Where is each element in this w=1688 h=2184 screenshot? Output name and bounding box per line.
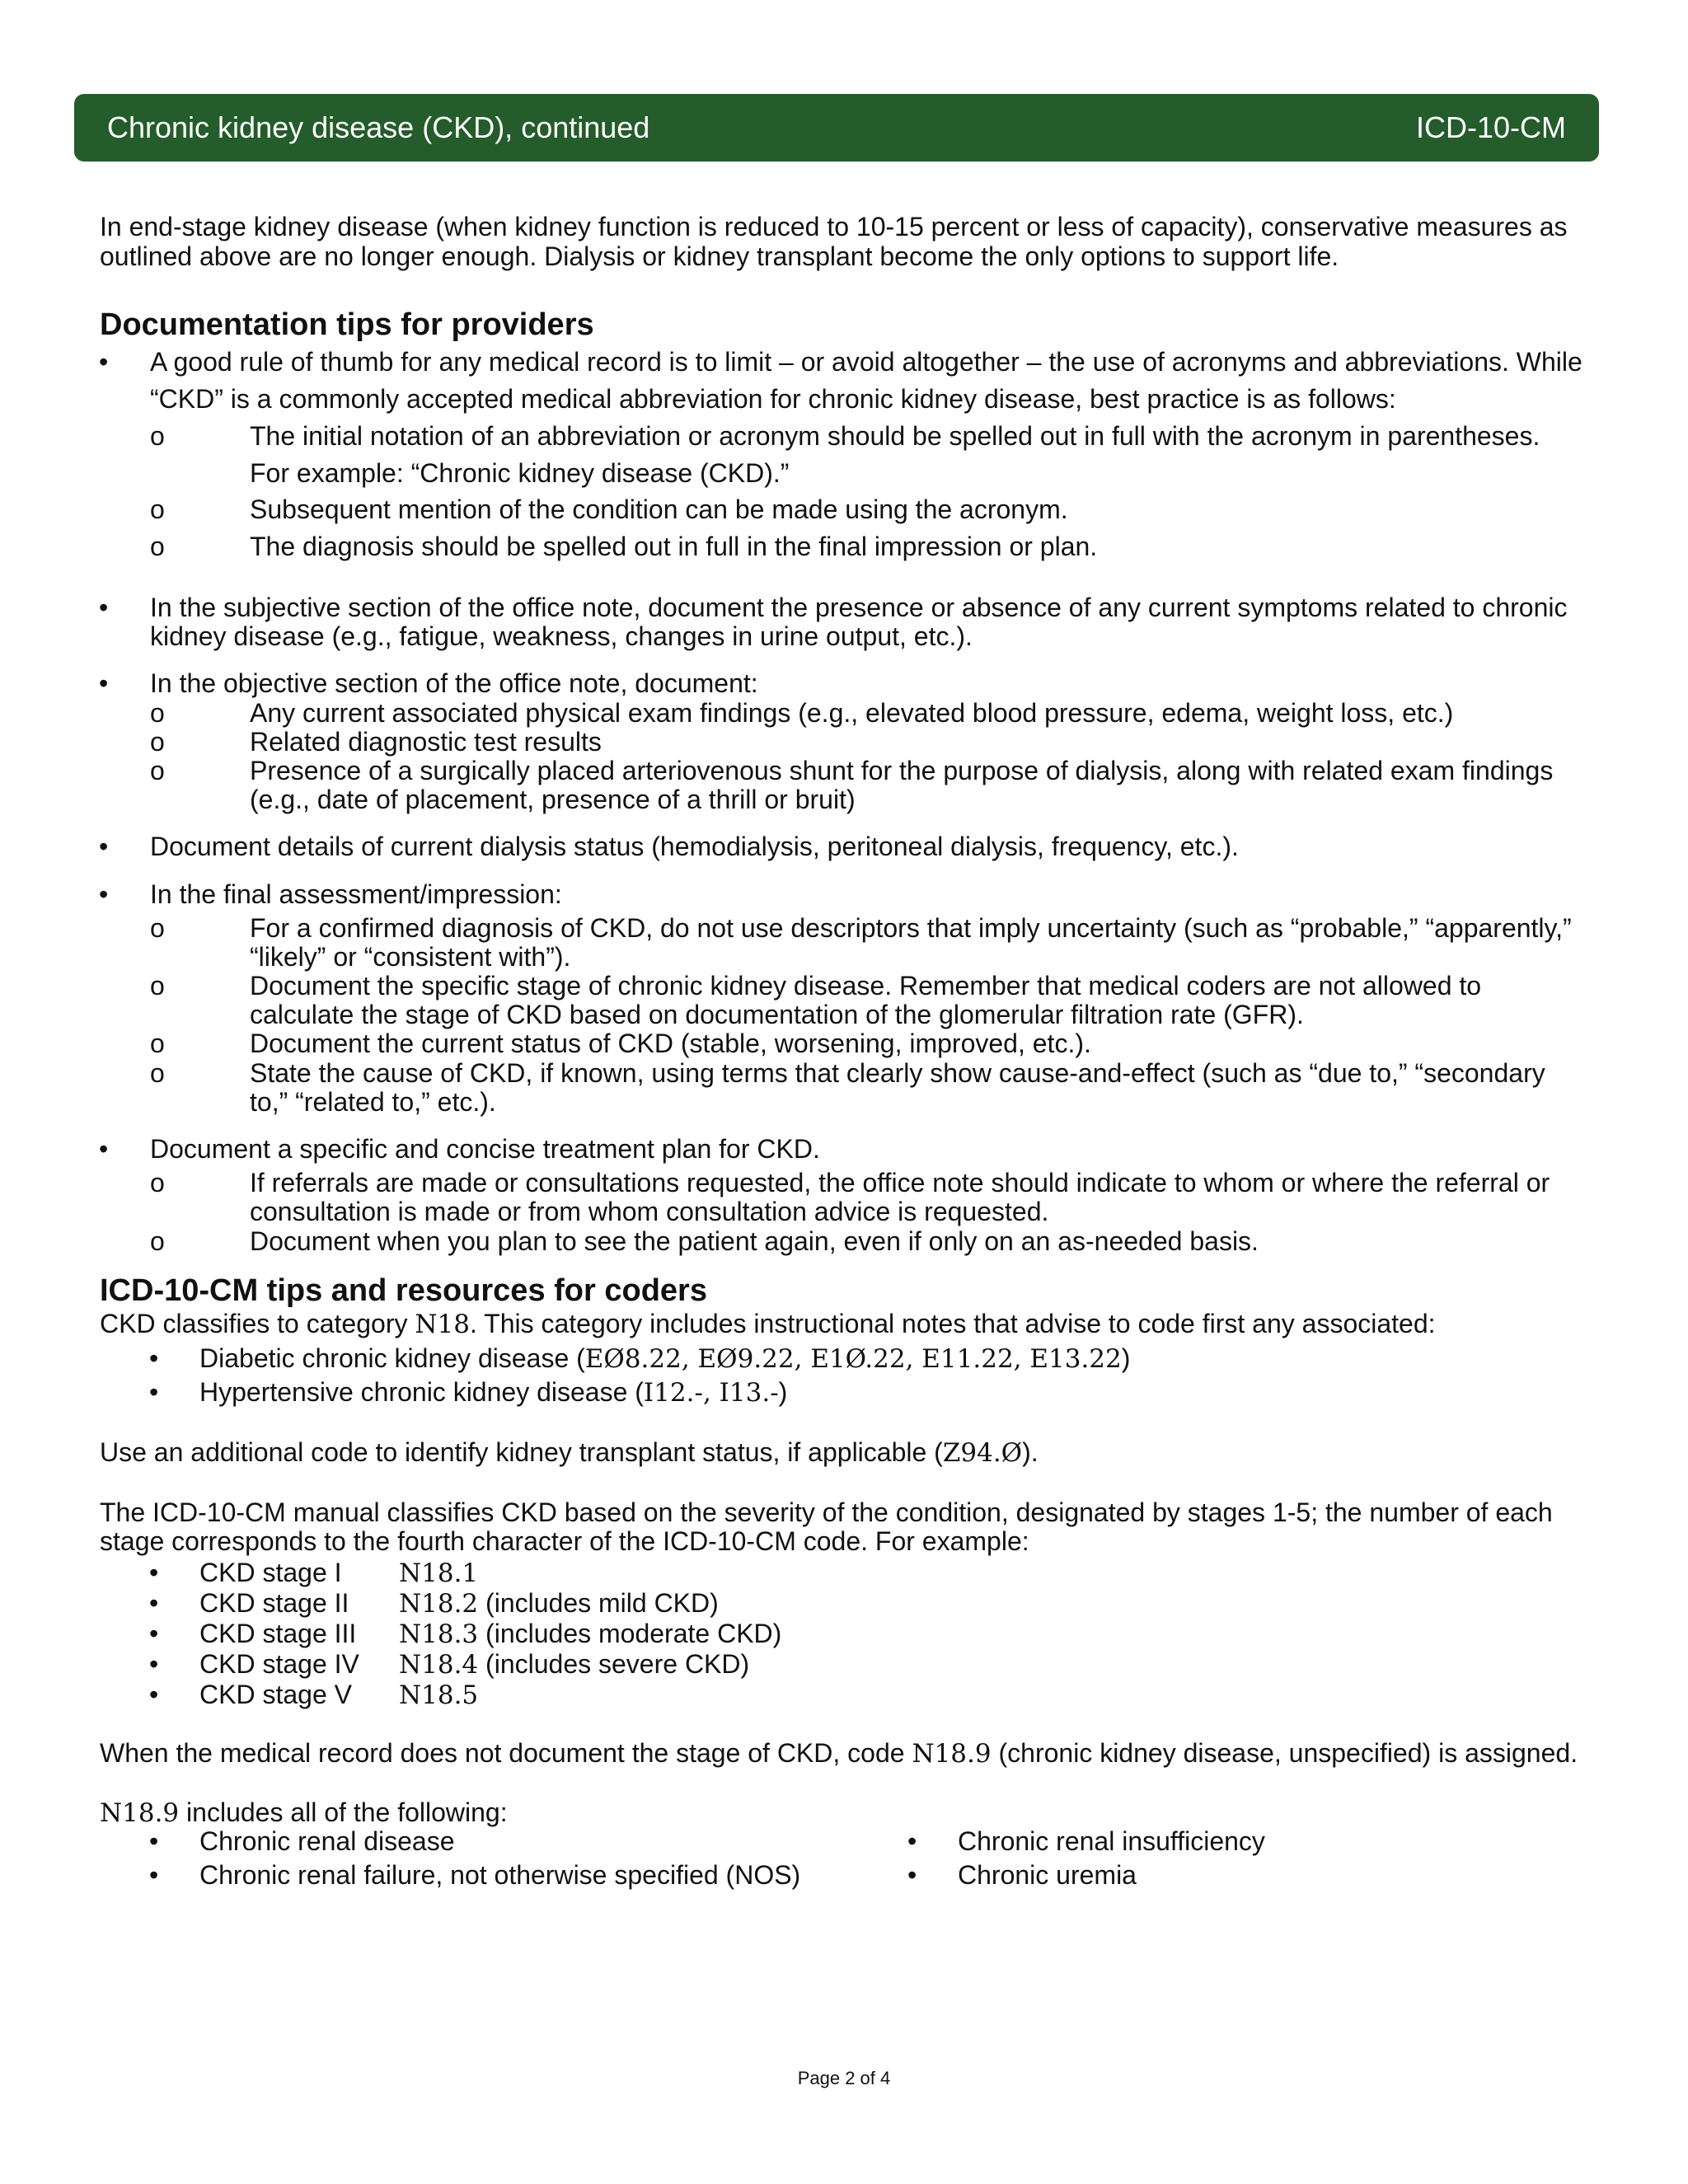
associated-conditions-list <box>100 1344 1583 1407</box>
providers-tips-list-6 <box>100 1135 1583 1256</box>
section-header-banner <box>74 94 1599 162</box>
tip-assessment-sublist <box>150 914 1583 1117</box>
page-content <box>100 213 1583 1890</box>
code-set-label: ICD-10-CM <box>1415 110 1566 145</box>
transplant-paragraph: Use an additional code to identify kidney transplant status, if applicable (Z94.Ø). <box>100 1436 1039 1468</box>
category-paragraph: CKD classifies to category N18. This category includes instructional notes that advise to code first any associated: <box>100 1309 1436 1340</box>
coders-heading: ICD-10-CM tips and resources for coders <box>100 1272 707 1308</box>
providers-heading: Documentation tips for providers <box>100 307 594 342</box>
list-item: • CKD stage I N18.1 <box>100 1558 1583 1587</box>
list-item: • Chronic uremia <box>858 1861 1265 1890</box>
tip-acronyms-sublist <box>150 418 1583 565</box>
category-code: N18 <box>415 1310 470 1340</box>
list-item: o For a confirmed diagnosis of CKD, do not use descriptors that imply uncertainty (such as “probable,” “apparently,” “likely” or “consistent with”). <box>150 914 1583 972</box>
list-item: o Presence of a surgically placed arteriovenous shunt for the purpose of dialysis, along with related exam findings (e.g., date of placement, presence of a thrill or bruit) <box>150 757 1583 814</box>
list-item: • Diabetic chronic kidney disease (EØ8.22, EØ9.22, E1Ø.22, E11.22, E13.22) <box>100 1344 1583 1373</box>
list-item: • Hypertensive chronic kidney disease (I12.-, I13.-) <box>100 1378 1583 1407</box>
list-item: o Subsequent mention of the condition can be made using the acronym. <box>150 491 1583 528</box>
providers-tips-list-5 <box>100 880 1583 1118</box>
list-item: • CKD stage III N18.3 (includes moderate CKD) <box>100 1619 1583 1648</box>
includes-list-right <box>858 1827 1265 1890</box>
tip-acronyms: • A good rule of thumb for any medical record is to limit – or avoid altogether – the use of acronyms and abbreviations. While “CKD” is a commonly accepted medical abbreviation for chronic kidney disease, best practice is as follows: o The initial notation of an abbreviation or acronym should be spelled out in full with the acronym in parentheses. For example: “Chronic kidney disease (CKD).” o Subsequent mention of the condition can be made using the acronym. o The diagnosis should be spelled out in full in the final impression or plan. <box>100 344 1583 565</box>
list-item: o Document when you plan to see the patient again, even if only on an as-needed basis. <box>150 1227 1583 1256</box>
list-item: o The initial notation of an abbreviation or acronym should be spelled out in full with the acronym in parentheses. For example: “Chronic kidney disease (CKD).” <box>150 418 1583 492</box>
list-item: • Chronic renal failure, not otherwise specified (NOS) <box>100 1861 858 1890</box>
intro-paragraph: In end-stage kidney disease (when kidney function is reduced to 10-15 percent or less of capacity), conservative measures as outlined above are no longer enough. Dialysis or kidney transplant become the only options to support life. <box>100 212 1568 271</box>
tip-assessment: • In the final assessment/impression: o For a confirmed diagnosis of CKD, do not use descriptors that imply uncertainty (such as “probable,” “apparently,” “likely” or “consistent with”). o Document the specific stage of chronic kidney disease. Remember that medical coders are not allowed to calculate the stage of CKD based on documentation of the glomerular filtration rate (GFR). o Document the current status of CKD (stable, worsening, improved, etc.). o State the cause of CKD, if known, using terms that clearly show cause-and-effect (such as “due to,” “secondary to,” “related to,” etc.). <box>100 880 1583 1118</box>
unspecified-code: N18.9 <box>912 1739 992 1769</box>
tip-subjective: • In the subjective section of the office note, document the presence or absence of any current symptoms related to chronic kidney disease (e.g., fatigue, weakness, changes in urine output, etc.). <box>100 593 1583 651</box>
providers-tips-list-4 <box>100 832 1583 861</box>
list-item: o The diagnosis should be spelled out in full in the final impression or plan. <box>150 528 1583 565</box>
includes-columns <box>100 1827 1583 1890</box>
list-item: • CKD stage V N18.5 <box>100 1680 1583 1709</box>
list-item: o Any current associated physical exam findings (e.g., elevated blood pressure, edema, weight loss, etc.) <box>150 699 1583 728</box>
list-item: o State the cause of CKD, if known, using terms that clearly show cause-and-effect (such as “due to,” “secondary to,” “related to,” etc.). <box>150 1059 1583 1117</box>
list-item: o Related diagnostic test results <box>150 728 1583 757</box>
list-item: o Document the specific stage of chronic kidney disease. Remember that medical coders are not allowed to calculate the stage of CKD based on documentation of the glomerular filtration rate (GFR). <box>150 972 1583 1029</box>
list-item: • CKD stage II N18.2 (includes mild CKD) <box>100 1589 1583 1618</box>
list-item: o If referrals are made or consultations requested, the office note should indicate to whom or where the referral or consultation is made or from whom consultation advice is requested. <box>150 1169 1583 1226</box>
includes-paragraph: N18.9 includes all of the following: <box>100 1797 508 1828</box>
list-item: • CKD stage IV N18.4 (includes severe CKD) <box>100 1650 1583 1679</box>
ckd-stages-list <box>100 1558 1583 1710</box>
section-title: Chronic kidney disease (CKD), continued <box>107 110 650 145</box>
list-item: • Chronic renal insufficiency <box>858 1827 1265 1856</box>
tip-treatment-sublist <box>150 1169 1583 1256</box>
providers-tips-list <box>100 344 1583 565</box>
page-number: Page 2 of 4 <box>797 2068 891 2088</box>
providers-tips-list-3 <box>100 669 1583 814</box>
tip-dialysis: • Document details of current dialysis status (hemodialysis, peritoneal dialysis, frequency, etc.). <box>100 832 1583 861</box>
list-item: o Document the current status of CKD (stable, worsening, improved, etc.). <box>150 1029 1583 1058</box>
transplant-code: Z94.Ø <box>942 1437 1023 1468</box>
providers-tips-list-2 <box>100 593 1583 651</box>
stages-intro-paragraph: The ICD-10-CM manual classifies CKD based on the severity of the condition, designated by stages 1-5; the number of each stage corresponds to the fourth character of the ICD-10-CM code. For example: <box>100 1497 1553 1557</box>
includes-list-left <box>100 1827 858 1890</box>
unspecified-paragraph: When the medical record does not document the stage of CKD, code N18.9 (chronic kidney disease, unspecified) is assigned. <box>100 1738 1578 1769</box>
tip-objective-sublist <box>150 699 1583 815</box>
tip-objective: • In the objective section of the office note, document: o Any current associated physical exam findings (e.g., elevated blood pressure, edema, weight loss, etc.) o Related diagnostic test results o Presence of a surgically placed arteriovenous shunt for the purpose of dialysis, along with related exam findings (e.g., date of placement, presence of a thrill or bruit) <box>100 669 1583 814</box>
list-item: • Chronic renal disease <box>100 1827 858 1856</box>
tip-treatment-plan: • Document a specific and concise treatment plan for CKD. o If referrals are made or consultations requested, the office note should indicate to whom or where the referral or consultation is made or from whom consultation advice is requested. o Document when you plan to see the patient again, even if only on an as-needed basis. <box>100 1135 1583 1256</box>
